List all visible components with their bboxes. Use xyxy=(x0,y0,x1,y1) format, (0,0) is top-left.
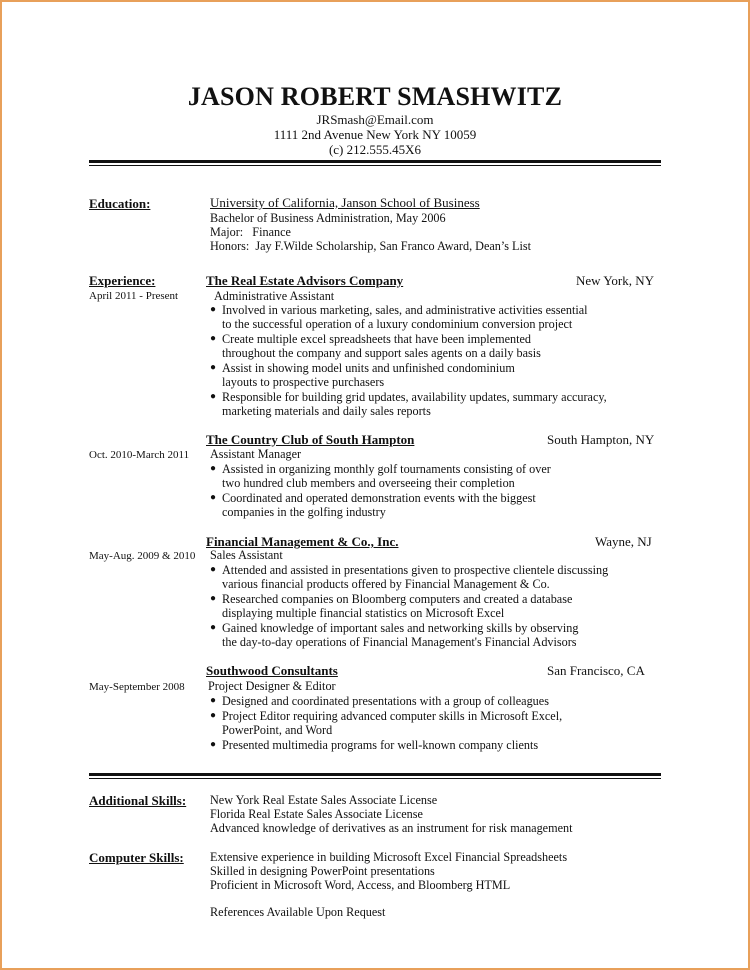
skill-line: New York Real Estate Sales Associate License xyxy=(210,793,438,807)
job-title: Project Designer & Editor xyxy=(208,679,336,693)
job-dates: Oct. 2010-March 2011 xyxy=(89,449,190,461)
job-company: The Real Estate Advisors Company xyxy=(206,273,404,288)
education-degree: Bachelor of Business Administration, May 2006 xyxy=(210,211,446,225)
job-bullet-line: the day-to-day operations of Financial Management's Financial Advisors xyxy=(222,635,577,649)
job-title: Administrative Assistant xyxy=(214,289,335,303)
job-bullet-line: Involved in various marketing, sales, and administrative activities essential xyxy=(222,303,588,317)
address: 1111 2nd Avenue New York NY 10059 xyxy=(273,127,477,142)
email: JRSmash@Email.com xyxy=(316,112,434,127)
job-title: Sales Assistant xyxy=(210,548,283,562)
job-bullet-line: Researched companies on Bloomberg computers and created a database xyxy=(222,592,573,606)
skill-line: Extensive experience in building Microsoft Excel Financial Spreadsheets xyxy=(210,850,568,864)
bullet-icon: ● xyxy=(210,463,217,474)
bullet-icon: ● xyxy=(210,304,217,315)
job-bullet-line: various financial products offered by Financial Management & Co. xyxy=(222,577,550,591)
education-honors: Honors: Jay F.Wilde Scholarship, San Franco Award, Dean’s List xyxy=(210,239,532,253)
experience-label: Experience: xyxy=(89,273,156,288)
bullet-icon: ● xyxy=(210,333,217,344)
job-bullet-line: Create multiple excel spreadsheets that have been implemented xyxy=(222,332,531,346)
skill-line: Advanced knowledge of derivatives as an instrument for risk management xyxy=(210,821,573,835)
header-divider xyxy=(89,160,661,166)
job-bullet-line: throughout the company and support sales agents on a daily basis xyxy=(222,346,541,360)
phone: (c) 212.555.45X6 xyxy=(328,142,422,157)
job-company: Financial Management & Co., Inc. xyxy=(206,534,399,549)
skill-line: Florida Real Estate Sales Associate License xyxy=(210,807,423,821)
skill-line: Proficient in Microsoft Word, Access, and Bloomberg HTML xyxy=(210,878,511,892)
job-dates: May-Aug. 2009 & 2010 xyxy=(89,550,196,562)
job-bullet-line: Project Editor requiring advanced computer skills in Microsoft Excel, xyxy=(222,709,563,723)
job-company: Southwood Consultants xyxy=(206,663,338,678)
bullet-icon: ● xyxy=(210,710,217,721)
job-bullet-line: Presented multimedia programs for well-known company clients xyxy=(222,738,539,752)
job-bullet-line: layouts to prospective purchasers xyxy=(222,375,385,389)
job-bullet-line: to the successful operation of a luxury condominium conversion project xyxy=(222,317,573,331)
education-school: University of California, Janson School of Business xyxy=(210,195,480,210)
resume-header xyxy=(0,82,750,157)
job-bullet-line: two hundred club members and overseeing their completion xyxy=(222,476,515,490)
job-bullet-line: Assisted in organizing monthly golf tournaments consisting of over xyxy=(222,462,551,476)
references-note: References Available Upon Request xyxy=(210,905,386,919)
bullet-icon: ● xyxy=(210,492,217,503)
bullet-icon: ● xyxy=(210,695,217,706)
job-bullet-line: displaying multiple financial statistics on Microsoft Excel xyxy=(222,606,505,620)
job-location: South Hampton, NY xyxy=(547,432,655,447)
job-title: Assistant Manager xyxy=(210,447,302,461)
skill-line: Skilled in designing PowerPoint presentations xyxy=(210,864,435,878)
computer-skills-label: Computer Skills: xyxy=(89,850,184,865)
job-bullet-line: Designed and coordinated presentations with a group of colleagues xyxy=(222,694,549,708)
bullet-icon: ● xyxy=(210,564,217,575)
bullet-icon: ● xyxy=(210,739,217,750)
job-bullet-line: companies in the golfing industry xyxy=(222,505,386,519)
bullet-icon: ● xyxy=(210,362,217,373)
education-major: Major: Finance xyxy=(210,225,291,239)
job-location: New York, NY xyxy=(576,273,655,288)
bullet-icon: ● xyxy=(210,622,217,633)
job-bullet-line: PowerPoint, and Word xyxy=(222,723,333,737)
job-dates: April 2011 - Present xyxy=(89,290,179,302)
job-bullet-line: marketing materials and daily sales reports xyxy=(222,404,431,418)
job-company: The Country Club of South Hampton xyxy=(206,432,415,447)
bullet-icon: ● xyxy=(210,593,217,604)
job-location: Wayne, NJ xyxy=(595,534,652,549)
job-bullet-line: Attended and assisted in presentations given to prospective clientele discussing xyxy=(222,563,609,577)
job-dates: May-September 2008 xyxy=(89,681,185,693)
job-bullet-line: Coordinated and operated demonstration events with the biggest xyxy=(222,491,536,505)
job-location: San Francisco, CA xyxy=(547,663,645,678)
education-label: Education: xyxy=(89,196,151,211)
job-bullet-line: Assist in showing model units and unfinished condominium xyxy=(222,361,515,375)
job-bullet-line: Responsible for building grid updates, availability updates, summary accuracy, xyxy=(222,390,607,404)
additional-skills-label: Additional Skills: xyxy=(89,793,187,808)
job-bullet-line: Gained knowledge of important sales and networking skills by observing xyxy=(222,621,579,635)
skills-divider xyxy=(89,773,661,779)
candidate-name: JASON ROBERT SMASHWITZ xyxy=(187,82,563,111)
bullet-icon: ● xyxy=(210,391,217,402)
